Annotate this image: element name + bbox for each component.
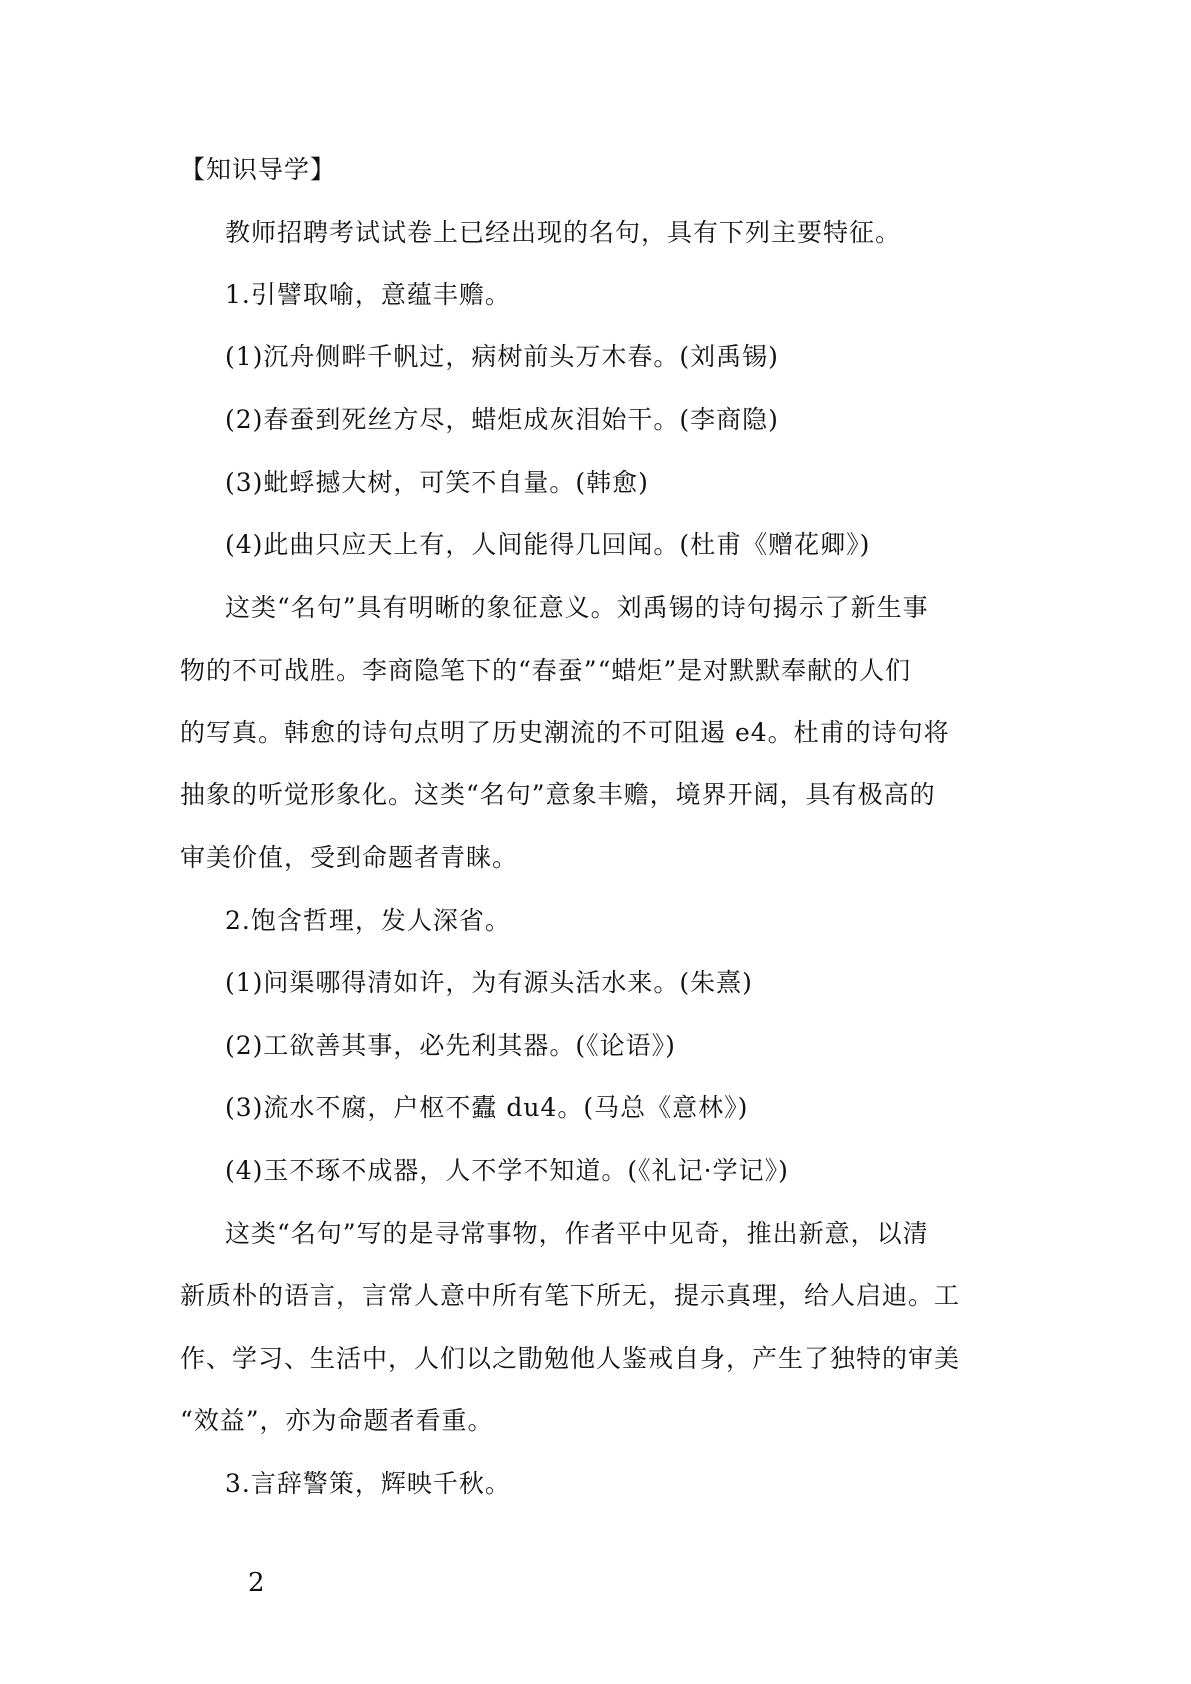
- intro-paragraph: 教师招聘考试试卷上已经出现的名句，具有下列主要特征。: [225, 218, 902, 247]
- section-heading: 【知识导学】: [180, 155, 337, 184]
- example-quote: (1)沉舟侧畔千帆过，病树前头万木春。(刘禹锡): [225, 342, 779, 371]
- explanation-line: 这类“名句”写的是寻常事物，作者平中见奇，推出新意，以清: [225, 1219, 929, 1248]
- example-quote: (4)玉不琢不成器，人不学不知道。(《礼记·学记》): [225, 1156, 789, 1185]
- example-quote: (3)流水不腐，户枢不蠹 du4。(马总《意林》): [225, 1093, 749, 1122]
- feature-3-title: 3.言辞警策，辉映千秋。: [225, 1469, 511, 1498]
- explanation-line: 的写真。韩愈的诗句点明了历史潮流的不可阻遏 e4。杜甫的诗句将: [180, 718, 950, 747]
- explanation-line: 作、学习、生活中，人们以之勖勉他人鉴戒自身，产生了独特的审美: [180, 1344, 961, 1373]
- feature-1-title: 1.引譬取喻，意蕴丰赡。: [225, 280, 511, 309]
- page-number: 2: [248, 1568, 265, 1598]
- example-quote: (2)工欲善其事，必先利其器。(《论语》): [225, 1031, 676, 1060]
- explanation-line: 审美价值，受到命题者青睐。: [180, 843, 519, 872]
- example-quote: (3)蚍蜉撼大树，可笑不自量。(韩愈): [225, 468, 649, 497]
- feature-2-title: 2.饱含哲理，发人深省。: [225, 906, 511, 935]
- explanation-line: “效益”，亦为命题者看重。: [180, 1406, 494, 1435]
- explanation-line: 新质朴的语言，言常人意中所有笔下所无，提示真理，给人启迪。工: [180, 1281, 961, 1310]
- explanation-line: 抽象的听觉形象化。这类“名句”意象丰赡，境界开阔，具有极高的: [180, 780, 936, 809]
- example-quote: (2)春蚕到死丝方尽，蜡炬成灰泪始干。(李商隐): [225, 405, 779, 434]
- explanation-line: 物的不可战胜。李商隐笔下的“春蚕”“蜡炬”是对默默奉献的人们: [180, 656, 912, 685]
- example-quote: (1)问渠哪得清如许，为有源头活水来。(朱熹): [225, 968, 753, 997]
- example-quote: (4)此曲只应天上有，人间能得几回闻。(杜甫《赠花卿》): [225, 530, 871, 559]
- explanation-line: 这类“名句”具有明晰的象征意义。刘禹锡的诗句揭示了新生事: [225, 593, 929, 622]
